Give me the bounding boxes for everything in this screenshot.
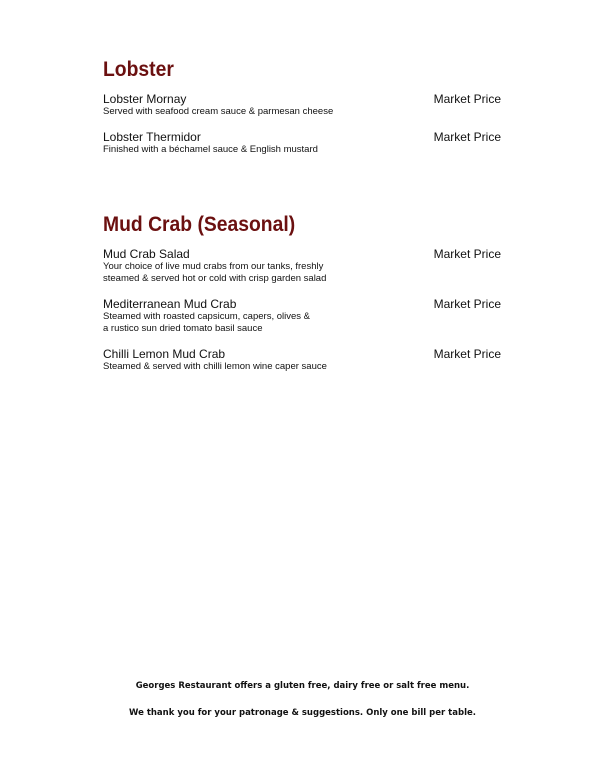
section-title-mud-crab: Mud Crab (Seasonal) [103,213,296,236]
item-price: Market Price [433,92,501,106]
item-description: Steamed & served with chilli lemon wine caper sauce [103,361,327,372]
menu-item [103,92,503,118]
item-price: Market Price [433,247,501,261]
section-mud-crab [103,213,503,373]
section-title-lobster: Lobster [103,58,174,81]
section-lobster [103,58,503,156]
menu-item [103,297,503,335]
item-name: Lobster Mornay [103,92,187,106]
item-description: Steamed with roasted capsicum, capers, olives & a rustico sun dried tomato basil sauce [103,311,310,334]
item-price: Market Price [433,297,501,311]
item-price: Market Price [433,347,501,361]
item-name: Mud Crab Salad [103,247,190,261]
item-name: Mediterranean Mud Crab [103,297,237,311]
item-price: Market Price [433,130,501,144]
menu-item [103,247,503,285]
item-description: Your choice of live mud crabs from our tanks, freshly steamed & served hot or cold with crisp garden salad [103,261,327,284]
footer-thanks-note: We thank you for your patronage & suggestions. Only one bill per table. [129,708,476,718]
footer-dietary-note: Georges Restaurant offers a gluten free, dairy free or salt free menu. [135,681,470,691]
menu-item [103,130,503,156]
item-description: Served with seafood cream sauce & parmesan cheese [103,106,334,117]
item-description: Finished with a béchamel sauce & English mustard [103,144,318,155]
menu-item [103,347,503,373]
item-name: Chilli Lemon Mud Crab [103,347,226,361]
item-name: Lobster Thermidor [103,130,201,144]
